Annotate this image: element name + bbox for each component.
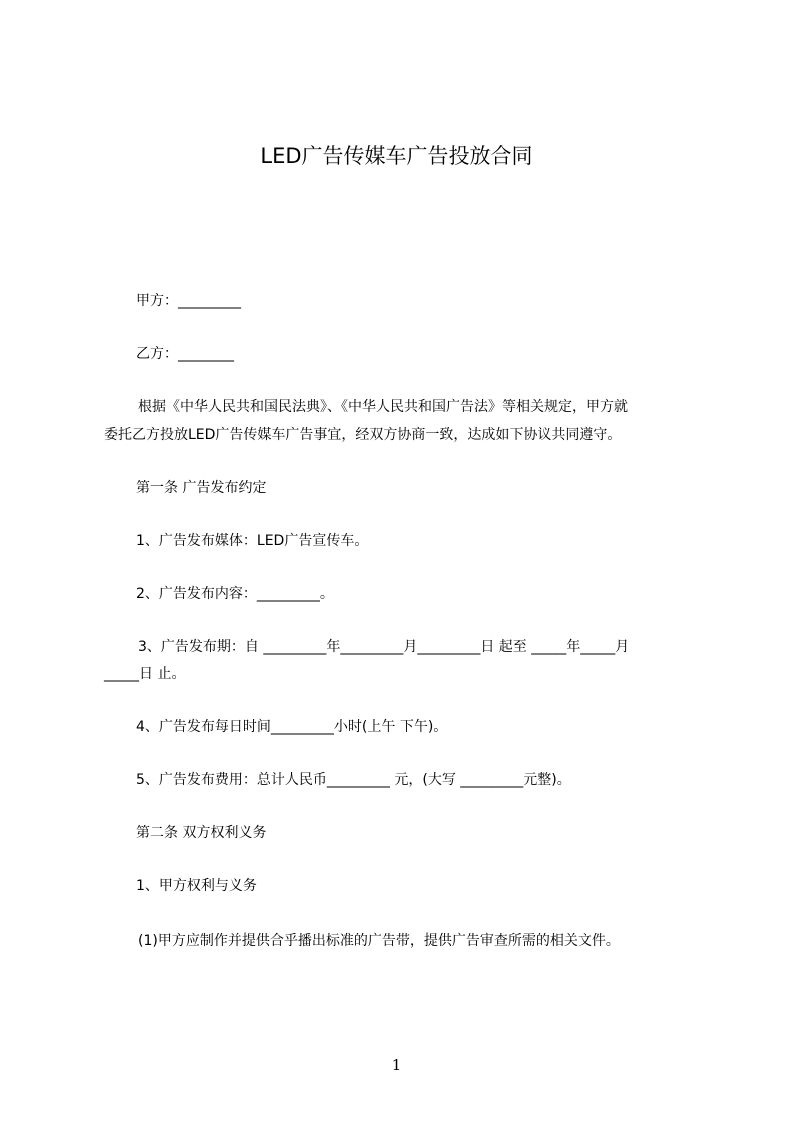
- article-2-heading: 第二条 双方权利义务: [136, 825, 267, 841]
- party-b-line: 乙方：________: [136, 346, 234, 362]
- article-1-item-3-line-1: 3、广告发布期：自 _________年_________月_________日 起至 _____年_____月: [138, 639, 630, 655]
- article-1-item-1: 1、广告发布媒体：LED广告宣传车。: [136, 533, 369, 549]
- article-1-item-4: 4、广告发布每日时间_________小时(上午 下午)。: [136, 719, 448, 735]
- intro-paragraph-line-1: 根据《中华人民共和国民法典》、《中华人民共和国广告法》等相关规定，甲方就: [138, 399, 628, 415]
- article-2-sub-heading-1: 1、甲方权利与义务: [136, 878, 257, 894]
- article-1-item-2: 2、广告发布内容：_________。: [136, 586, 334, 602]
- article-1-heading: 第一条 广告发布约定: [136, 480, 267, 496]
- article-1-item-5: 5、广告发布费用：总计人民币_________ 元，(大写 _________元整)。: [136, 772, 571, 788]
- page-number: 1: [391, 1056, 402, 1074]
- intro-paragraph-line-2: 委托乙方投放LED广告传媒车广告事宜，经双方协商一致，达成如下协议共同遵守。: [104, 427, 622, 443]
- article-2-sub-1-item-1: (1)甲方应制作并提供合乎播出标准的广告带，提供广告审查所需的相关文件。: [138, 933, 620, 949]
- document-title: LED广告传媒车广告投放合同: [260, 144, 533, 168]
- party-a-line: 甲方：_________: [136, 293, 241, 309]
- article-1-item-3-line-2: _____日 止。: [104, 666, 186, 682]
